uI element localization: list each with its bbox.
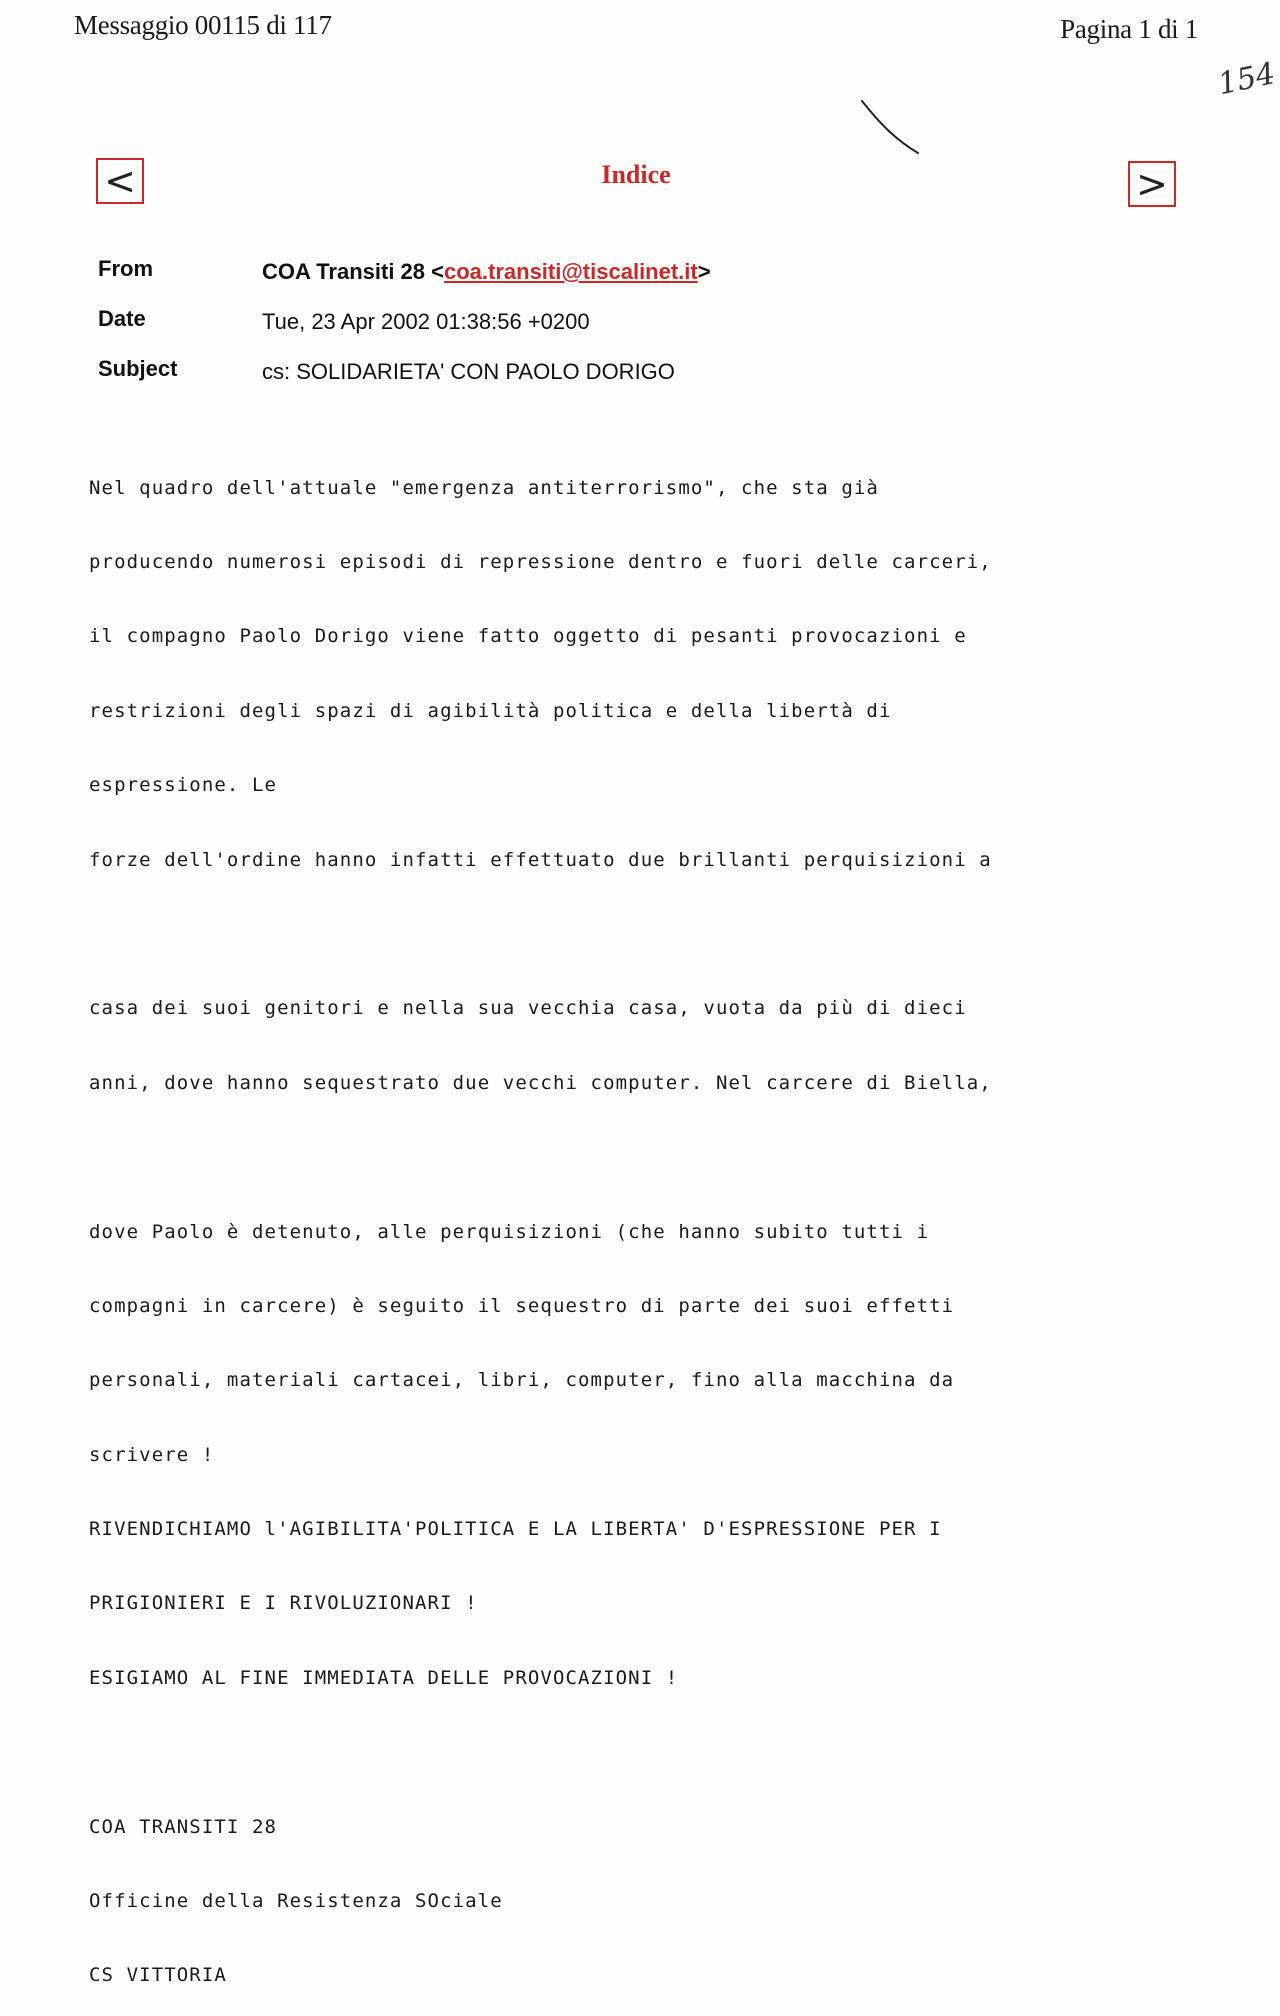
email-close-bracket: > — [697, 259, 711, 284]
body-line: CS VITTORIA — [89, 1964, 227, 1987]
body-line: scrivere ! — [89, 1443, 215, 1466]
message-body — [89, 426, 992, 2016]
page-counter: Pagina 1 di 1 — [1060, 14, 1198, 44]
date-value: Tue, 23 Apr 2002 01:38:56 +0200 — [262, 309, 590, 334]
subject-text: SOLIDARIETA' CON PAOLO DORIGO — [296, 359, 675, 384]
body-line: producendo numerosi episodi di repressione dentro e fuori delle carceri, — [89, 550, 992, 573]
pen-mark — [860, 95, 930, 165]
email-open-bracket: < — [431, 259, 444, 284]
subject-label: Subject — [98, 356, 178, 381]
from-label: From — [98, 256, 153, 281]
message-counter: Messaggio 00115 di 117 — [74, 10, 332, 40]
body-line: compagni in carcere) è seguito il sequestro di parte dei suoi effetti — [89, 1294, 955, 1317]
body-line: anni, dove hanno sequestrato due vecchi computer. Nel carcere di Biella, — [89, 1071, 992, 1094]
handwritten-page-number: 154 — [1214, 56, 1279, 103]
body-line: espressione. Le — [89, 774, 278, 797]
body-line: Officine della Resistenza SOciale — [89, 1890, 503, 1913]
body-line: personali, materiali cartacei, libri, computer, fino alla macchina da — [89, 1369, 955, 1392]
body-line — [89, 1740, 992, 1765]
subject-prefix: cs: — [262, 359, 297, 384]
previous-message-button[interactable]: < — [96, 158, 144, 204]
body-line — [89, 922, 992, 947]
from-email-link[interactable]: coa.transiti@tiscalinet.it — [443, 259, 698, 284]
from-value — [262, 259, 711, 285]
body-line: COA TRANSITI 28 — [89, 1815, 278, 1838]
next-message-button[interactable]: > — [1128, 161, 1176, 207]
body-line: casa dei suoi genitori e nella sua vecchia casa, vuota da più di dieci — [89, 997, 967, 1020]
index-link[interactable]: Indice — [601, 160, 671, 189]
body-line: forze dell'ordine hanno infatti effettuato due brillanti perquisizioni a — [89, 848, 992, 871]
body-line: restrizioni degli spazi di agibilità politica e della libertà di — [89, 699, 892, 722]
body-line: RIVENDICHIAMO l'AGIBILITA'POLITICA E LA LIBERTA' D'ESPRESSIONE PER I — [89, 1518, 942, 1541]
date-label: Date — [98, 306, 146, 331]
body-line: il compagno Paolo Dorigo viene fatto oggetto di pesanti provocazioni e — [89, 625, 967, 648]
body-line: Nel quadro dell'attuale "emergenza antiterrorismo", che sta già — [89, 476, 879, 499]
body-line — [89, 1145, 992, 1170]
from-name: COA Transiti 28 — [262, 259, 432, 284]
body-line: ESIGIAMO AL FINE IMMEDIATA DELLE PROVOCAZIONI ! — [89, 1666, 679, 1689]
body-line: PRIGIONIERI E I RIVOLUZIONARI ! — [89, 1592, 478, 1615]
body-line: dove Paolo è detenuto, alle perquisizioni (che hanno subito tutti i — [89, 1220, 930, 1243]
subject-value — [262, 359, 675, 385]
